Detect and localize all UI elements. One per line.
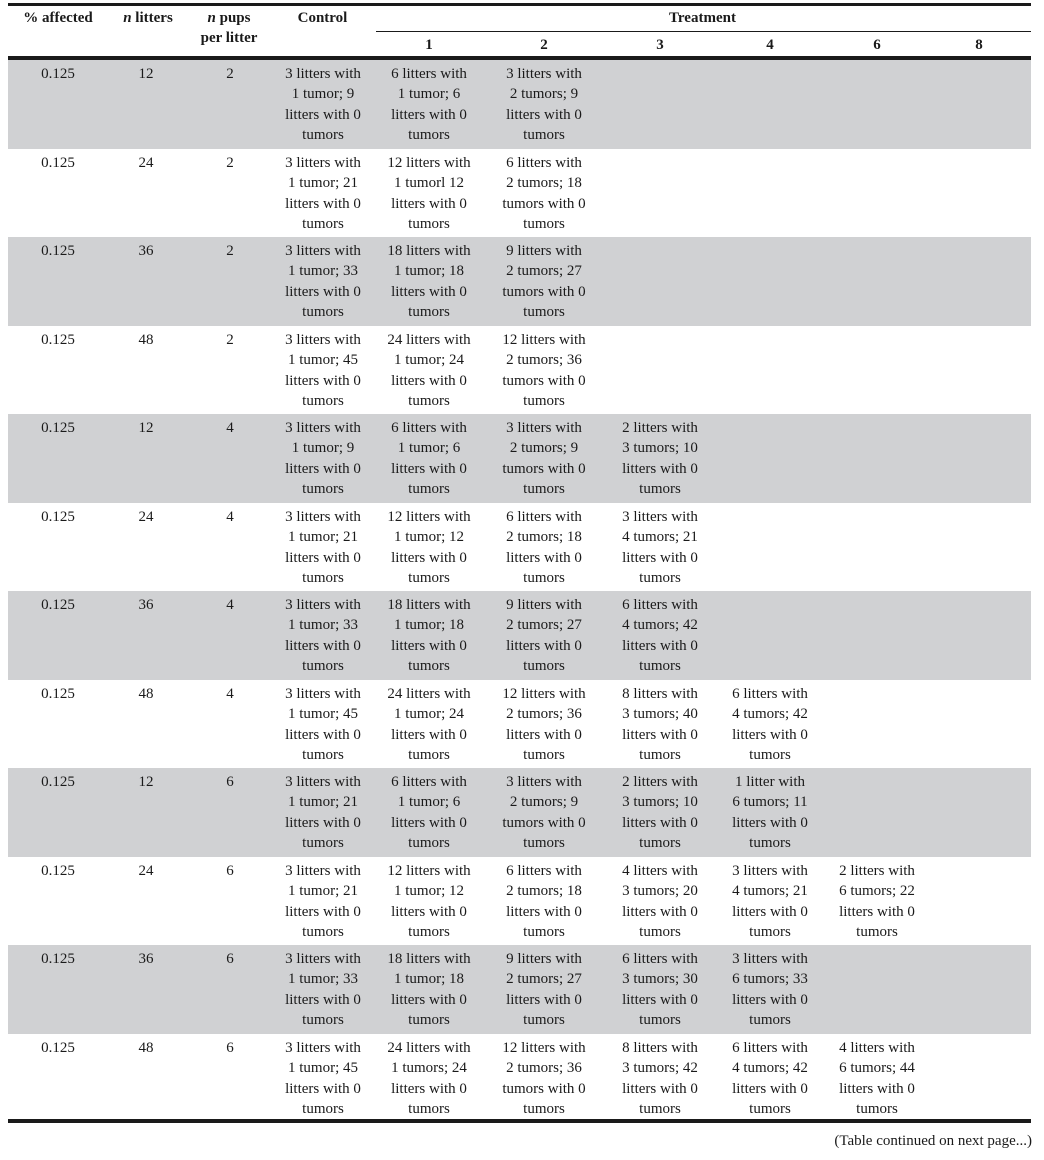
cell-treatment-4: 6 litters with 4 tumors; 42 litters with 0 tumors <box>732 1040 808 1118</box>
cell-pct-affected: 0.125 <box>41 332 75 348</box>
cell-treatment-2: 9 litters with 2 tumors; 27 litters with 0 tumors <box>506 597 582 675</box>
cell-pups-per-litter: 6 <box>226 774 234 790</box>
cell-treatment-1: 24 litters with 1 tumor; 24 litters with 0 tumors <box>387 332 471 410</box>
header-pct-affected: % affected <box>23 10 93 26</box>
cell-treatment-1: 12 litters with 1 tumor; 12 litters with 0 tumors <box>387 509 471 587</box>
cell-treatment-2: 6 litters with 2 tumors; 18 litters with 0 tumors <box>506 863 582 941</box>
header-treatment-level: 4 <box>766 37 774 53</box>
header-n-litters: n litters <box>123 10 173 26</box>
cell-pct-affected: 0.125 <box>41 66 75 82</box>
cell-treatment-2: 6 litters with 2 tumors; 18 tumors with 0 tumors <box>502 155 586 233</box>
cell-treatment-1: 24 litters with 1 tumors; 24 litters with 0 tumors <box>387 1040 471 1118</box>
header-control: Control <box>297 10 348 26</box>
cell-treatment-4: 3 litters with 6 tumors; 33 litters with 0 tumors <box>732 951 808 1029</box>
cell-pct-affected: 0.125 <box>41 951 75 967</box>
cell-control: 3 litters with 1 tumor; 9 litters with 0 tumors <box>285 66 361 144</box>
header-treatment-level: 8 <box>975 37 983 53</box>
cell-treatment-4: 1 litter with 6 tumors; 11 litters with 0 tumors <box>732 774 808 852</box>
cell-treatment-1: 24 litters with 1 tumor; 24 litters with 0 tumors <box>387 686 471 764</box>
table-row <box>8 326 1031 414</box>
cell-control: 3 litters with 1 tumor; 21 litters with 0 tumors <box>285 863 361 941</box>
cell-treatment-3: 4 litters with 3 tumors; 20 litters with 0 tumors <box>622 863 698 941</box>
cell-pct-affected: 0.125 <box>41 420 75 436</box>
cell-pct-affected: 0.125 <box>41 1040 75 1056</box>
cell-pct-affected: 0.125 <box>41 774 75 790</box>
cell-pups-per-litter: 2 <box>226 332 234 348</box>
cell-n-litters: 24 <box>138 509 154 525</box>
cell-treatment-2: 3 litters with 2 tumors; 9 tumors with 0 tumors <box>502 420 586 498</box>
cell-n-litters: 48 <box>138 686 154 702</box>
table-row <box>8 1034 1031 1120</box>
cell-control: 3 litters with 1 tumor; 45 litters with 0 tumors <box>285 686 361 764</box>
continued-note: (Table continued on next page...) <box>834 1133 1032 1149</box>
cell-treatment-4: 6 litters with 4 tumors; 42 litters with 0 tumors <box>732 686 808 764</box>
cell-pups-per-litter: 2 <box>226 243 234 259</box>
cell-n-litters: 48 <box>138 332 154 348</box>
cell-treatment-6: 4 litters with 6 tumors; 44 litters with 0 tumors <box>839 1040 915 1118</box>
cell-control: 3 litters with 1 tumor; 45 litters with 0 tumors <box>285 1040 361 1118</box>
cell-pups-per-litter: 6 <box>226 863 234 879</box>
cell-pct-affected: 0.125 <box>41 597 75 613</box>
cell-treatment-1: 18 litters with 1 tumor; 18 litters with 0 tumors <box>387 597 471 675</box>
cell-pct-affected: 0.125 <box>41 686 75 702</box>
cell-treatment-1: 6 litters with 1 tumor; 6 litters with 0 tumors <box>391 66 467 144</box>
cell-pups-per-litter: 2 <box>226 66 234 82</box>
cell-pct-affected: 0.125 <box>41 243 75 259</box>
table-row <box>8 591 1031 680</box>
cell-treatment-2: 6 litters with 2 tumors; 18 litters with 0 tumors <box>506 509 582 587</box>
cell-control: 3 litters with 1 tumor; 21 litters with 0 tumors <box>285 155 361 233</box>
table-row <box>8 945 1031 1034</box>
cell-pups-per-litter: 4 <box>226 686 234 702</box>
cell-treatment-3: 2 litters with 3 tumors; 10 litters with 0 tumors <box>622 420 698 498</box>
cell-pups-per-litter: 6 <box>226 951 234 967</box>
cell-treatment-2: 9 litters with 2 tumors; 27 tumors with 0 tumors <box>502 243 586 321</box>
header-treatment-level: 6 <box>873 37 881 53</box>
table-body <box>8 60 1031 1120</box>
cell-n-litters: 24 <box>138 155 154 171</box>
cell-pups-per-litter: 6 <box>226 1040 234 1056</box>
cell-control: 3 litters with 1 tumor; 33 litters with 0 tumors <box>285 597 361 675</box>
table-row <box>8 60 1031 149</box>
cell-treatment-1: 18 litters with 1 tumor; 18 litters with 0 tumors <box>387 951 471 1029</box>
cell-control: 3 litters with 1 tumor; 45 litters with 0 tumors <box>285 332 361 410</box>
cell-treatment-3: 3 litters with 4 tumors; 21 litters with 0 tumors <box>622 509 698 587</box>
cell-pups-per-litter: 2 <box>226 155 234 171</box>
table-bottom-rule <box>8 1119 1031 1123</box>
cell-n-litters: 36 <box>138 243 154 259</box>
cell-n-litters: 36 <box>138 951 154 967</box>
cell-treatment-1: 6 litters with 1 tumor; 6 litters with 0 tumors <box>391 420 467 498</box>
cell-pct-affected: 0.125 <box>41 509 75 525</box>
table-row <box>8 857 1031 945</box>
cell-treatment-3: 8 litters with 3 tumors; 40 litters with 0 tumors <box>622 686 698 764</box>
treatment-span-rule <box>376 31 1031 32</box>
header-treatment: Treatment <box>669 10 736 26</box>
cell-treatment-2: 12 litters with 2 tumors; 36 litters with 0 tumors <box>502 686 586 764</box>
table-row <box>8 237 1031 326</box>
cell-treatment-1: 18 litters with 1 tumor; 18 litters with 0 tumors <box>387 243 471 321</box>
cell-pups-per-litter: 4 <box>226 509 234 525</box>
cell-n-litters: 12 <box>138 66 154 82</box>
cell-control: 3 litters with 1 tumor; 33 litters with 0 tumors <box>285 243 361 321</box>
cell-n-litters: 24 <box>138 863 154 879</box>
cell-treatment-1: 6 litters with 1 tumor; 6 litters with 0 tumors <box>391 774 467 852</box>
cell-treatment-3: 8 litters with 3 tumors; 42 litters with 0 tumors <box>622 1040 698 1118</box>
cell-treatment-2: 9 litters with 2 tumors; 27 litters with 0 tumors <box>506 951 582 1029</box>
cell-treatment-6: 2 litters with 6 tumors; 22 litters with 0 tumors <box>839 863 915 941</box>
cell-control: 3 litters with 1 tumor; 21 litters with 0 tumors <box>285 509 361 587</box>
cell-pups-per-litter: 4 <box>226 420 234 436</box>
header-treatment-level: 3 <box>656 37 664 53</box>
table-row <box>8 503 1031 591</box>
cell-pups-per-litter: 4 <box>226 597 234 613</box>
cell-n-litters: 12 <box>138 774 154 790</box>
header-treatment-level: 1 <box>425 37 433 53</box>
header-treatment-level: 2 <box>540 37 548 53</box>
cell-control: 3 litters with 1 tumor; 9 litters with 0 tumors <box>285 420 361 498</box>
cell-treatment-3: 6 litters with 3 tumors; 30 litters with 0 tumors <box>622 951 698 1029</box>
table-row <box>8 680 1031 768</box>
cell-treatment-1: 12 litters with 1 tumor; 12 litters with 0 tumors <box>387 863 471 941</box>
cell-n-litters: 12 <box>138 420 154 436</box>
cell-n-litters: 48 <box>138 1040 154 1056</box>
cell-treatment-2: 12 litters with 2 tumors; 36 tumors with 0 tumors <box>502 1040 586 1118</box>
cell-treatment-4: 3 litters with 4 tumors; 21 litters with 0 tumors <box>732 863 808 941</box>
table-row <box>8 768 1031 857</box>
cell-control: 3 litters with 1 tumor; 21 litters with 0 tumors <box>285 774 361 852</box>
cell-pct-affected: 0.125 <box>41 155 75 171</box>
cell-n-litters: 36 <box>138 597 154 613</box>
table-top-rule <box>8 3 1031 6</box>
cell-control: 3 litters with 1 tumor; 33 litters with 0 tumors <box>285 951 361 1029</box>
cell-treatment-2: 3 litters with 2 tumors; 9 litters with 0 tumors <box>506 66 582 144</box>
cell-treatment-3: 2 litters with 3 tumors; 10 litters with 0 tumors <box>622 774 698 852</box>
cell-treatment-2: 3 litters with 2 tumors; 9 tumors with 0 tumors <box>502 774 586 852</box>
cell-pct-affected: 0.125 <box>41 863 75 879</box>
header-pups-per-litter: n pups per litter <box>200 10 258 46</box>
cell-treatment-1: 12 litters with 1 tumorl 12 litters with 0 tumors <box>387 155 471 233</box>
cell-treatment-2: 12 litters with 2 tumors; 36 tumors with 0 tumors <box>502 332 586 410</box>
cell-treatment-3: 6 litters with 4 tumors; 42 litters with 0 tumors <box>622 597 698 675</box>
table-row <box>8 414 1031 503</box>
table-row <box>8 149 1031 237</box>
